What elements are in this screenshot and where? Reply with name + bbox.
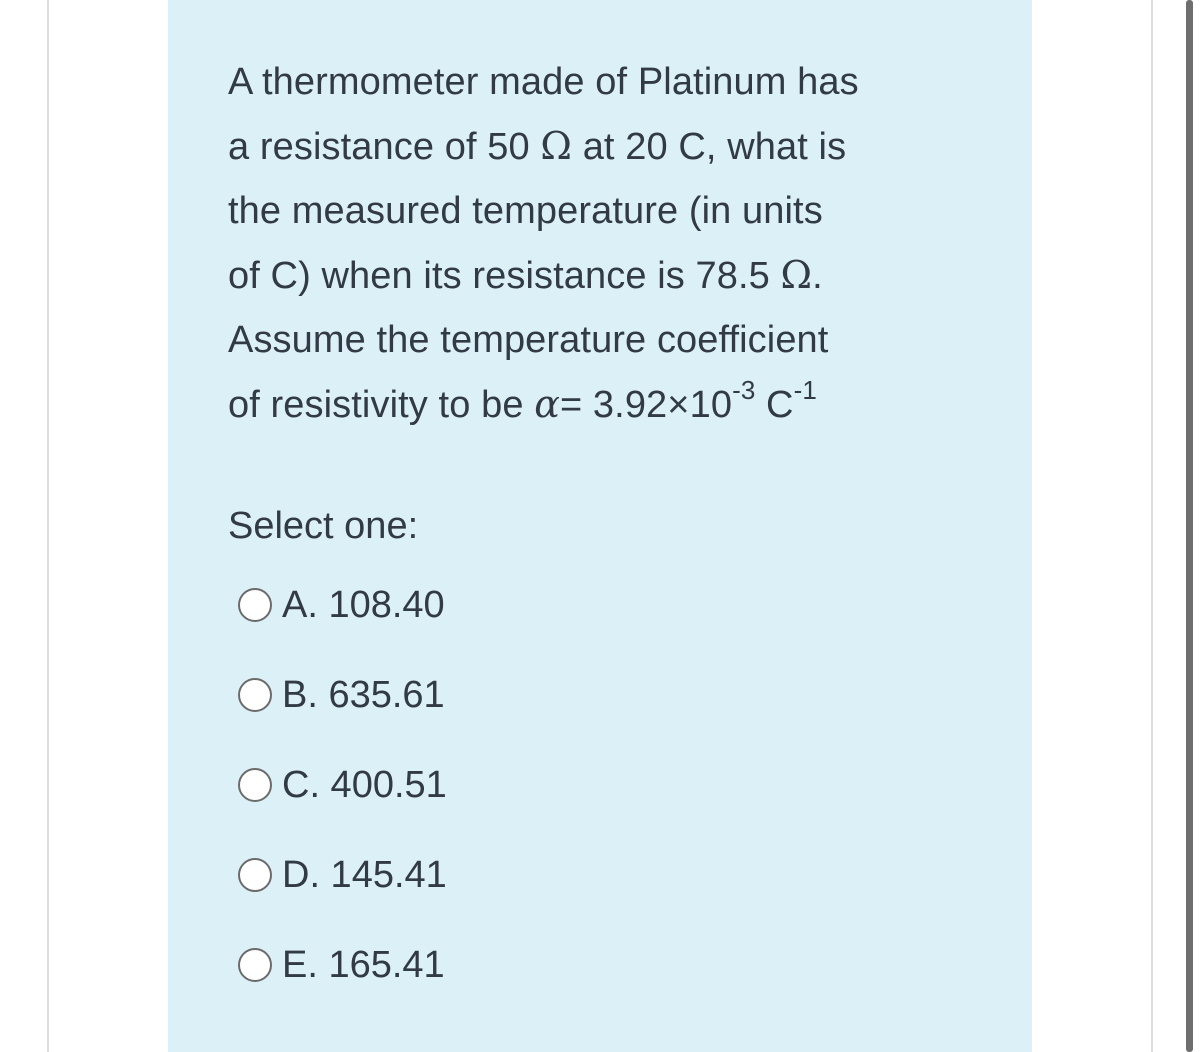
radio-button-icon[interactable] (238, 858, 272, 892)
question-text (228, 50, 1008, 437)
question-line (228, 372, 1008, 437)
answer-label[interactable]: B. 635.61 (282, 673, 445, 716)
radio-button-icon[interactable] (238, 768, 272, 802)
question-line (228, 308, 1008, 372)
question-line (228, 243, 1008, 308)
answer-option-d[interactable] (238, 850, 447, 900)
answer-option-c[interactable] (238, 760, 447, 810)
answer-option-e[interactable] (238, 940, 445, 990)
radio-button-icon[interactable] (238, 678, 272, 712)
question-text-segment: of resistivity to be (228, 384, 535, 426)
answer-label[interactable]: D. 145.41 (282, 853, 447, 896)
answer-label[interactable]: C. 400.51 (282, 763, 447, 806)
question-text-segment: C (755, 384, 794, 426)
question-panel (168, 0, 1032, 1052)
question-text-segment: the measured temperature (in units (228, 190, 823, 232)
alpha-symbol: α (534, 382, 560, 426)
question-text-segment: Assume the temperature coefficient (228, 319, 829, 361)
answer-label[interactable]: E. 165.41 (282, 943, 445, 986)
content-border-right (1151, 0, 1153, 1052)
answer-option-a[interactable] (238, 580, 445, 630)
question-text-segment: at 20 C, what is (572, 126, 847, 168)
select-one-label: Select one: (228, 505, 419, 547)
content-border-left (47, 0, 49, 1052)
question-line (228, 179, 1008, 243)
radio-button-icon[interactable] (238, 948, 272, 982)
ohm-symbol: Ω (780, 253, 813, 297)
ohm-symbol: Ω (540, 124, 573, 168)
answer-option-b[interactable] (238, 670, 445, 720)
question-line (228, 50, 1008, 114)
exponent: -3 (732, 375, 756, 406)
answer-label[interactable]: A. 108.40 (282, 583, 445, 626)
scrollbar[interactable] (1186, 0, 1193, 1052)
question-text-segment: = 3.92×10 (559, 384, 733, 426)
question-line (228, 114, 1008, 179)
question-text-segment: . (812, 255, 823, 297)
exponent: -1 (793, 375, 817, 406)
radio-button-icon[interactable] (238, 588, 272, 622)
question-text-segment: a resistance of 50 (228, 126, 541, 168)
question-text-segment: A thermometer made of Platinum has (228, 61, 859, 103)
question-text-segment: of C) when its resistance is 78.5 (228, 255, 781, 297)
